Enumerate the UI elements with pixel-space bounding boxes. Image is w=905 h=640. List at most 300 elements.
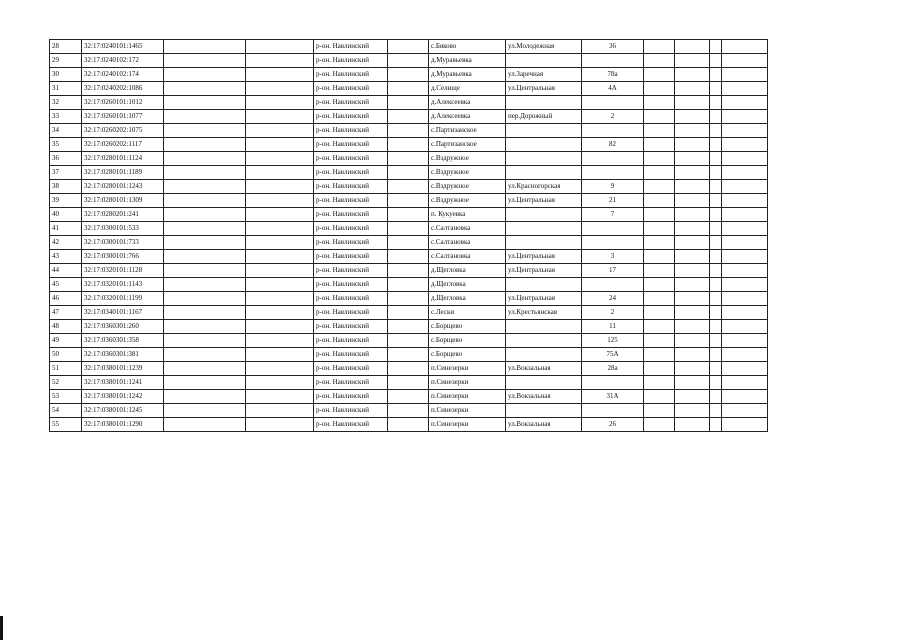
settlement-cell: с.Борщево bbox=[429, 320, 506, 334]
empty-cell bbox=[246, 152, 314, 166]
settlement-cell: д.Муравьевка bbox=[429, 54, 506, 68]
house-number-cell bbox=[582, 236, 644, 250]
empty-cell bbox=[164, 222, 246, 236]
settlement-cell: д.Алексеевка bbox=[429, 110, 506, 124]
empty-cell bbox=[710, 222, 722, 236]
empty-cell bbox=[644, 82, 675, 96]
empty-cell bbox=[722, 376, 768, 390]
empty-cell bbox=[675, 418, 710, 432]
empty-cell bbox=[722, 40, 768, 54]
empty-cell bbox=[246, 138, 314, 152]
row-number-cell: 42 bbox=[50, 236, 82, 250]
settlement-cell: с.Салтановка bbox=[429, 222, 506, 236]
district-cell: р-он. Навлинский bbox=[314, 124, 388, 138]
empty-cell bbox=[246, 376, 314, 390]
house-number-cell bbox=[582, 96, 644, 110]
empty-cell bbox=[164, 348, 246, 362]
settlement-cell: с.Борщево bbox=[429, 348, 506, 362]
street-cell bbox=[506, 404, 582, 418]
empty-cell bbox=[722, 222, 768, 236]
cadastral-number-cell: 32:17:0280101:1124 bbox=[82, 152, 164, 166]
empty-cell bbox=[388, 152, 429, 166]
empty-cell bbox=[164, 68, 246, 82]
empty-cell bbox=[722, 404, 768, 418]
house-number-cell bbox=[582, 376, 644, 390]
table-row bbox=[50, 334, 768, 348]
settlement-cell: п.Синезерки bbox=[429, 404, 506, 418]
table-row bbox=[50, 138, 768, 152]
empty-cell bbox=[388, 54, 429, 68]
settlement-cell: с.Вздружное bbox=[429, 194, 506, 208]
table-row bbox=[50, 250, 768, 264]
empty-cell bbox=[388, 334, 429, 348]
house-number-cell: 125 bbox=[582, 334, 644, 348]
empty-cell bbox=[644, 194, 675, 208]
empty-cell bbox=[388, 96, 429, 110]
empty-cell bbox=[710, 54, 722, 68]
street-cell: ул.Красногорская bbox=[506, 180, 582, 194]
street-cell bbox=[506, 320, 582, 334]
empty-cell bbox=[164, 236, 246, 250]
settlement-cell: с.Вздружное bbox=[429, 180, 506, 194]
empty-cell bbox=[388, 82, 429, 96]
empty-cell bbox=[675, 68, 710, 82]
empty-cell bbox=[164, 250, 246, 264]
empty-cell bbox=[644, 152, 675, 166]
table-row bbox=[50, 404, 768, 418]
empty-cell bbox=[675, 82, 710, 96]
row-number-cell: 47 bbox=[50, 306, 82, 320]
street-cell: ул.Вокзальная bbox=[506, 362, 582, 376]
empty-cell bbox=[675, 180, 710, 194]
street-cell: ул.Центральная bbox=[506, 264, 582, 278]
empty-cell bbox=[675, 390, 710, 404]
cadastral-number-cell: 32:17:0260101:1012 bbox=[82, 96, 164, 110]
empty-cell bbox=[644, 404, 675, 418]
empty-cell bbox=[722, 166, 768, 180]
empty-cell bbox=[675, 404, 710, 418]
empty-cell bbox=[675, 348, 710, 362]
empty-cell bbox=[164, 152, 246, 166]
district-cell: р-он. Навлинский bbox=[314, 306, 388, 320]
empty-cell bbox=[710, 166, 722, 180]
empty-cell bbox=[644, 362, 675, 376]
empty-cell bbox=[164, 362, 246, 376]
empty-cell bbox=[675, 278, 710, 292]
empty-cell bbox=[164, 404, 246, 418]
table-row bbox=[50, 348, 768, 362]
empty-cell bbox=[644, 250, 675, 264]
empty-cell bbox=[710, 264, 722, 278]
empty-cell bbox=[644, 208, 675, 222]
empty-cell bbox=[164, 40, 246, 54]
district-cell: р-он. Навлинский bbox=[314, 404, 388, 418]
settlement-cell: с.Бяково bbox=[429, 40, 506, 54]
empty-cell bbox=[710, 278, 722, 292]
house-number-cell: 82 bbox=[582, 138, 644, 152]
street-cell bbox=[506, 152, 582, 166]
row-number-cell: 52 bbox=[50, 376, 82, 390]
empty-cell bbox=[246, 110, 314, 124]
empty-cell bbox=[388, 194, 429, 208]
empty-cell bbox=[675, 194, 710, 208]
empty-cell bbox=[722, 320, 768, 334]
house-number-cell: 2 bbox=[582, 306, 644, 320]
empty-cell bbox=[388, 166, 429, 180]
house-number-cell bbox=[582, 152, 644, 166]
house-number-cell bbox=[582, 278, 644, 292]
empty-cell bbox=[675, 306, 710, 320]
house-number-cell: 7 bbox=[582, 208, 644, 222]
district-cell: р-он. Навлинский bbox=[314, 334, 388, 348]
empty-cell bbox=[710, 404, 722, 418]
table-row bbox=[50, 54, 768, 68]
row-number-cell: 54 bbox=[50, 404, 82, 418]
empty-cell bbox=[246, 404, 314, 418]
street-cell: ул.Центральная bbox=[506, 194, 582, 208]
empty-cell bbox=[246, 54, 314, 68]
district-cell: р-он. Навлинский bbox=[314, 348, 388, 362]
empty-cell bbox=[246, 348, 314, 362]
cadastral-number-cell: 32:17:0260202:1075 bbox=[82, 124, 164, 138]
empty-cell bbox=[164, 376, 246, 390]
empty-cell bbox=[164, 320, 246, 334]
district-cell: р-он. Навлинский bbox=[314, 320, 388, 334]
row-number-cell: 30 bbox=[50, 68, 82, 82]
row-number-cell: 43 bbox=[50, 250, 82, 264]
settlement-cell: с.Салтановка bbox=[429, 236, 506, 250]
empty-cell bbox=[388, 180, 429, 194]
empty-cell bbox=[644, 96, 675, 110]
settlement-cell: с.Салтановка bbox=[429, 250, 506, 264]
empty-cell bbox=[675, 362, 710, 376]
district-cell: р-он. Навлинский bbox=[314, 166, 388, 180]
cadastral-number-cell: 32:17:0280201:241 bbox=[82, 208, 164, 222]
house-number-cell bbox=[582, 404, 644, 418]
row-number-cell: 45 bbox=[50, 278, 82, 292]
empty-cell bbox=[164, 54, 246, 68]
empty-cell bbox=[246, 180, 314, 194]
street-cell bbox=[506, 96, 582, 110]
cadastral-number-cell: 32:17:0240102:174 bbox=[82, 68, 164, 82]
empty-cell bbox=[644, 292, 675, 306]
street-cell bbox=[506, 166, 582, 180]
house-number-cell bbox=[582, 54, 644, 68]
empty-cell bbox=[246, 264, 314, 278]
empty-cell bbox=[388, 320, 429, 334]
street-cell: ул.Вокзальная bbox=[506, 390, 582, 404]
empty-cell bbox=[675, 54, 710, 68]
row-number-cell: 48 bbox=[50, 320, 82, 334]
empty-cell bbox=[675, 152, 710, 166]
house-number-cell: 28а bbox=[582, 362, 644, 376]
row-number-cell: 32 bbox=[50, 96, 82, 110]
empty-cell bbox=[164, 124, 246, 138]
empty-cell bbox=[675, 96, 710, 110]
district-cell: р-он. Навлинский bbox=[314, 264, 388, 278]
empty-cell bbox=[722, 152, 768, 166]
empty-cell bbox=[675, 376, 710, 390]
settlement-cell: п.Синезерки bbox=[429, 418, 506, 432]
empty-cell bbox=[722, 110, 768, 124]
table-row bbox=[50, 376, 768, 390]
empty-cell bbox=[710, 208, 722, 222]
table-row bbox=[50, 222, 768, 236]
empty-cell bbox=[722, 418, 768, 432]
empty-cell bbox=[722, 82, 768, 96]
empty-cell bbox=[246, 390, 314, 404]
empty-cell bbox=[675, 222, 710, 236]
street-cell bbox=[506, 236, 582, 250]
empty-cell bbox=[388, 222, 429, 236]
empty-cell bbox=[388, 278, 429, 292]
settlement-cell: д.Алексеевка bbox=[429, 96, 506, 110]
table-row bbox=[50, 390, 768, 404]
empty-cell bbox=[388, 68, 429, 82]
empty-cell bbox=[710, 320, 722, 334]
empty-cell bbox=[246, 292, 314, 306]
settlement-cell: с.Вздружное bbox=[429, 166, 506, 180]
empty-cell bbox=[164, 278, 246, 292]
empty-cell bbox=[246, 208, 314, 222]
empty-cell bbox=[246, 40, 314, 54]
empty-cell bbox=[388, 390, 429, 404]
cadastral-number-cell: 32:17:0380101:1239 bbox=[82, 362, 164, 376]
district-cell: р-он. Навлинский bbox=[314, 390, 388, 404]
empty-cell bbox=[710, 138, 722, 152]
empty-cell bbox=[246, 222, 314, 236]
cadastral-number-cell: 32:17:0360301:381 bbox=[82, 348, 164, 362]
cadastral-number-cell: 32:17:0260202:1117 bbox=[82, 138, 164, 152]
empty-cell bbox=[710, 362, 722, 376]
empty-cell bbox=[164, 418, 246, 432]
street-cell: ул.Крестьянская bbox=[506, 306, 582, 320]
row-number-cell: 37 bbox=[50, 166, 82, 180]
row-number-cell: 44 bbox=[50, 264, 82, 278]
table-row bbox=[50, 208, 768, 222]
empty-cell bbox=[722, 334, 768, 348]
row-number-cell: 51 bbox=[50, 362, 82, 376]
house-number-cell: 26 bbox=[582, 418, 644, 432]
district-cell: р-он. Навлинский bbox=[314, 362, 388, 376]
street-cell bbox=[506, 348, 582, 362]
empty-cell bbox=[644, 390, 675, 404]
street-cell: ул.Вокзальная bbox=[506, 418, 582, 432]
empty-cell bbox=[246, 124, 314, 138]
empty-cell bbox=[710, 418, 722, 432]
cadastral-number-cell: 32:17:0300101:733 bbox=[82, 236, 164, 250]
row-number-cell: 39 bbox=[50, 194, 82, 208]
empty-cell bbox=[164, 292, 246, 306]
house-number-cell: 17 bbox=[582, 264, 644, 278]
empty-cell bbox=[710, 96, 722, 110]
empty-cell bbox=[710, 348, 722, 362]
empty-cell bbox=[388, 348, 429, 362]
district-cell: р-он. Навлинский bbox=[314, 418, 388, 432]
table-row bbox=[50, 236, 768, 250]
cadastral-number-cell: 32:17:0360301:260 bbox=[82, 320, 164, 334]
table-row bbox=[50, 180, 768, 194]
cadastral-number-cell: 32:17:0380101:1241 bbox=[82, 376, 164, 390]
empty-cell bbox=[388, 404, 429, 418]
empty-cell bbox=[388, 306, 429, 320]
empty-cell bbox=[246, 362, 314, 376]
row-number-cell: 38 bbox=[50, 180, 82, 194]
street-cell bbox=[506, 278, 582, 292]
table-row bbox=[50, 418, 768, 432]
empty-cell bbox=[710, 194, 722, 208]
settlement-cell: с.Вздружное bbox=[429, 152, 506, 166]
table-row bbox=[50, 264, 768, 278]
empty-cell bbox=[164, 208, 246, 222]
cadastral-number-cell: 32:17:0280101:1243 bbox=[82, 180, 164, 194]
scan-edge-mark bbox=[0, 616, 3, 640]
cadastral-number-cell: 32:17:0240202:1086 bbox=[82, 82, 164, 96]
empty-cell bbox=[388, 292, 429, 306]
row-number-cell: 53 bbox=[50, 390, 82, 404]
empty-cell bbox=[710, 110, 722, 124]
empty-cell bbox=[388, 362, 429, 376]
empty-cell bbox=[246, 96, 314, 110]
district-cell: р-он. Навлинский bbox=[314, 110, 388, 124]
street-cell bbox=[506, 124, 582, 138]
empty-cell bbox=[246, 68, 314, 82]
empty-cell bbox=[675, 110, 710, 124]
settlement-cell: п.Синезерки bbox=[429, 390, 506, 404]
empty-cell bbox=[164, 180, 246, 194]
empty-cell bbox=[644, 264, 675, 278]
table-row bbox=[50, 40, 768, 54]
empty-cell bbox=[675, 320, 710, 334]
street-cell bbox=[506, 376, 582, 390]
house-number-cell: 31А bbox=[582, 390, 644, 404]
empty-cell bbox=[644, 334, 675, 348]
empty-cell bbox=[644, 124, 675, 138]
table-row bbox=[50, 306, 768, 320]
table-row bbox=[50, 68, 768, 82]
empty-cell bbox=[722, 54, 768, 68]
empty-cell bbox=[644, 54, 675, 68]
district-cell: р-он. Навлинский bbox=[314, 194, 388, 208]
empty-cell bbox=[644, 40, 675, 54]
row-number-cell: 40 bbox=[50, 208, 82, 222]
empty-cell bbox=[246, 334, 314, 348]
empty-cell bbox=[644, 348, 675, 362]
empty-cell bbox=[675, 124, 710, 138]
cadastral-number-cell: 32:17:0320101:1143 bbox=[82, 278, 164, 292]
settlement-cell: с.Партизанское bbox=[429, 138, 506, 152]
table-row bbox=[50, 278, 768, 292]
district-cell: р-он. Навлинский bbox=[314, 54, 388, 68]
empty-cell bbox=[388, 376, 429, 390]
empty-cell bbox=[388, 264, 429, 278]
house-number-cell: 21 bbox=[582, 194, 644, 208]
district-cell: р-он. Навлинский bbox=[314, 222, 388, 236]
empty-cell bbox=[644, 110, 675, 124]
cadastral-number-cell: 32:17:0380101:1290 bbox=[82, 418, 164, 432]
empty-cell bbox=[675, 334, 710, 348]
empty-cell bbox=[675, 292, 710, 306]
empty-cell bbox=[164, 166, 246, 180]
settlement-cell: д.Щегловка bbox=[429, 292, 506, 306]
cadastral-number-cell: 32:17:0260101:1077 bbox=[82, 110, 164, 124]
empty-cell bbox=[675, 166, 710, 180]
empty-cell bbox=[388, 236, 429, 250]
street-cell bbox=[506, 222, 582, 236]
house-number-cell: 75А bbox=[582, 348, 644, 362]
table-row bbox=[50, 110, 768, 124]
settlement-cell: п. Кукуевка bbox=[429, 208, 506, 222]
empty-cell bbox=[644, 138, 675, 152]
empty-cell bbox=[675, 40, 710, 54]
empty-cell bbox=[722, 138, 768, 152]
district-cell: р-он. Навлинский bbox=[314, 278, 388, 292]
empty-cell bbox=[246, 236, 314, 250]
street-cell: ул.Заречная bbox=[506, 68, 582, 82]
empty-cell bbox=[722, 250, 768, 264]
settlement-cell: с.Партизанское bbox=[429, 124, 506, 138]
cadastral-number-cell: 32:17:0300101:766 bbox=[82, 250, 164, 264]
empty-cell bbox=[722, 306, 768, 320]
empty-cell bbox=[164, 82, 246, 96]
empty-cell bbox=[675, 208, 710, 222]
street-cell bbox=[506, 138, 582, 152]
empty-cell bbox=[722, 208, 768, 222]
house-number-cell: 3 bbox=[582, 250, 644, 264]
cadastral-number-cell: 32:17:0240101:1465 bbox=[82, 40, 164, 54]
row-number-cell: 50 bbox=[50, 348, 82, 362]
table-row bbox=[50, 82, 768, 96]
district-cell: р-он. Навлинский bbox=[314, 96, 388, 110]
empty-cell bbox=[710, 124, 722, 138]
house-number-cell: 4А bbox=[582, 82, 644, 96]
empty-cell bbox=[722, 124, 768, 138]
table-row bbox=[50, 292, 768, 306]
empty-cell bbox=[644, 278, 675, 292]
empty-cell bbox=[164, 334, 246, 348]
empty-cell bbox=[710, 334, 722, 348]
settlement-cell: п.Синезерки bbox=[429, 376, 506, 390]
empty-cell bbox=[722, 264, 768, 278]
district-cell: р-он. Навлинский bbox=[314, 292, 388, 306]
empty-cell bbox=[246, 320, 314, 334]
cadastral-number-cell: 32:17:0280101:1189 bbox=[82, 166, 164, 180]
empty-cell bbox=[710, 82, 722, 96]
empty-cell bbox=[722, 236, 768, 250]
district-cell: р-он. Навлинский bbox=[314, 236, 388, 250]
empty-cell bbox=[644, 236, 675, 250]
settlement-cell: д.Щегловка bbox=[429, 264, 506, 278]
house-number-cell: 36 bbox=[582, 40, 644, 54]
table-row bbox=[50, 152, 768, 166]
cadastral-number-cell: 32:17:0380101:1242 bbox=[82, 390, 164, 404]
row-number-cell: 35 bbox=[50, 138, 82, 152]
district-cell: р-он. Навлинский bbox=[314, 208, 388, 222]
empty-cell bbox=[388, 40, 429, 54]
empty-cell bbox=[644, 320, 675, 334]
empty-cell bbox=[644, 418, 675, 432]
empty-cell bbox=[722, 194, 768, 208]
empty-cell bbox=[644, 68, 675, 82]
table-row bbox=[50, 320, 768, 334]
street-cell: пер.Дорожный bbox=[506, 110, 582, 124]
street-cell bbox=[506, 208, 582, 222]
house-number-cell: 2 bbox=[582, 110, 644, 124]
empty-cell bbox=[246, 278, 314, 292]
street-cell: ул.Центральная bbox=[506, 82, 582, 96]
empty-cell bbox=[246, 250, 314, 264]
district-cell: р-он. Навлинский bbox=[314, 138, 388, 152]
